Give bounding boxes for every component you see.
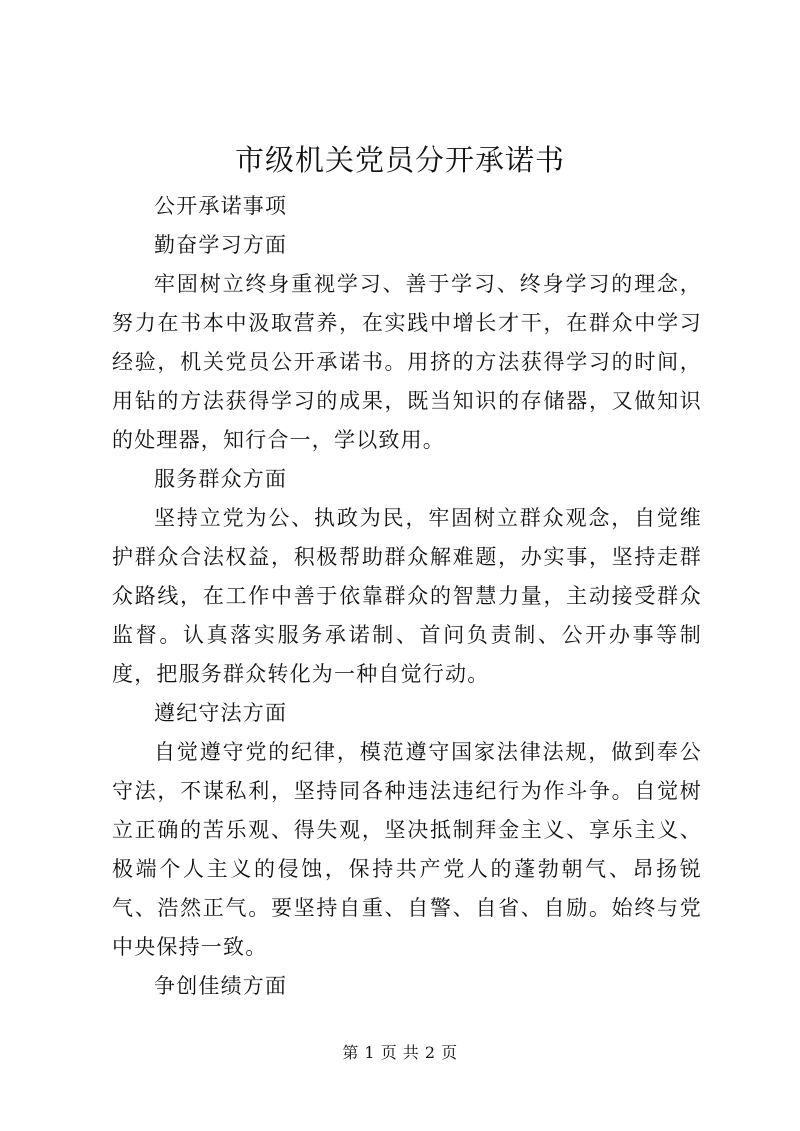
paragraph-service: 坚持立党为公、执政为民，牢固树立群众观念，自觉维护群众合法权益，积极帮助群众解难题，办实事，坚持走群众路线，在工作中善于依靠群众的智慧力量，主动接受群众监督。认真落实服务承诺制、首问负责制、公开办事等制度，把服务群众转化为一种自觉行动。 <box>112 506 702 686</box>
section-heading-study: 勤奋学习方面 <box>154 233 288 257</box>
section-heading-performance: 争创佳绩方面 <box>154 974 288 998</box>
section-heading-discipline: 遵纪守法方面 <box>154 701 288 725</box>
document-body <box>112 187 702 1006</box>
paragraph-discipline: 自觉遵守党的纪律，模范遵守国家法律法规，做到奉公守法，不谋私利，坚持同各种违法违纪行为作斗争。自觉树立正确的苦乐观、得失观，坚决抵制拜金主义、享乐主义、极端个人主义的侵蚀，保持共产党人的蓬勃朝气、昂扬锐气、浩然正气。要坚持自重、自警、自省、自励。始终与党中央保持一致。 <box>112 740 702 959</box>
document-title: 市级机关党员分开承诺书 <box>234 143 565 177</box>
section-heading-public-commitment: 公开承诺事项 <box>154 194 288 218</box>
paragraph-study: 牢固树立终身重视学习、善于学习、终身学习的理念，努力在书本中汲取营养，在实践中增长才干，在群众中学习经验，机关党员公开承诺书。用挤的方法获得学习的时间，用钻的方法获得学习的成果，既当知识的存储器，又做知识的处理器，知行合一，学以致用。 <box>112 272 702 452</box>
section-heading-service: 服务群众方面 <box>154 467 288 491</box>
page-footer: 第 1 页 共 2 页 <box>342 1043 458 1062</box>
